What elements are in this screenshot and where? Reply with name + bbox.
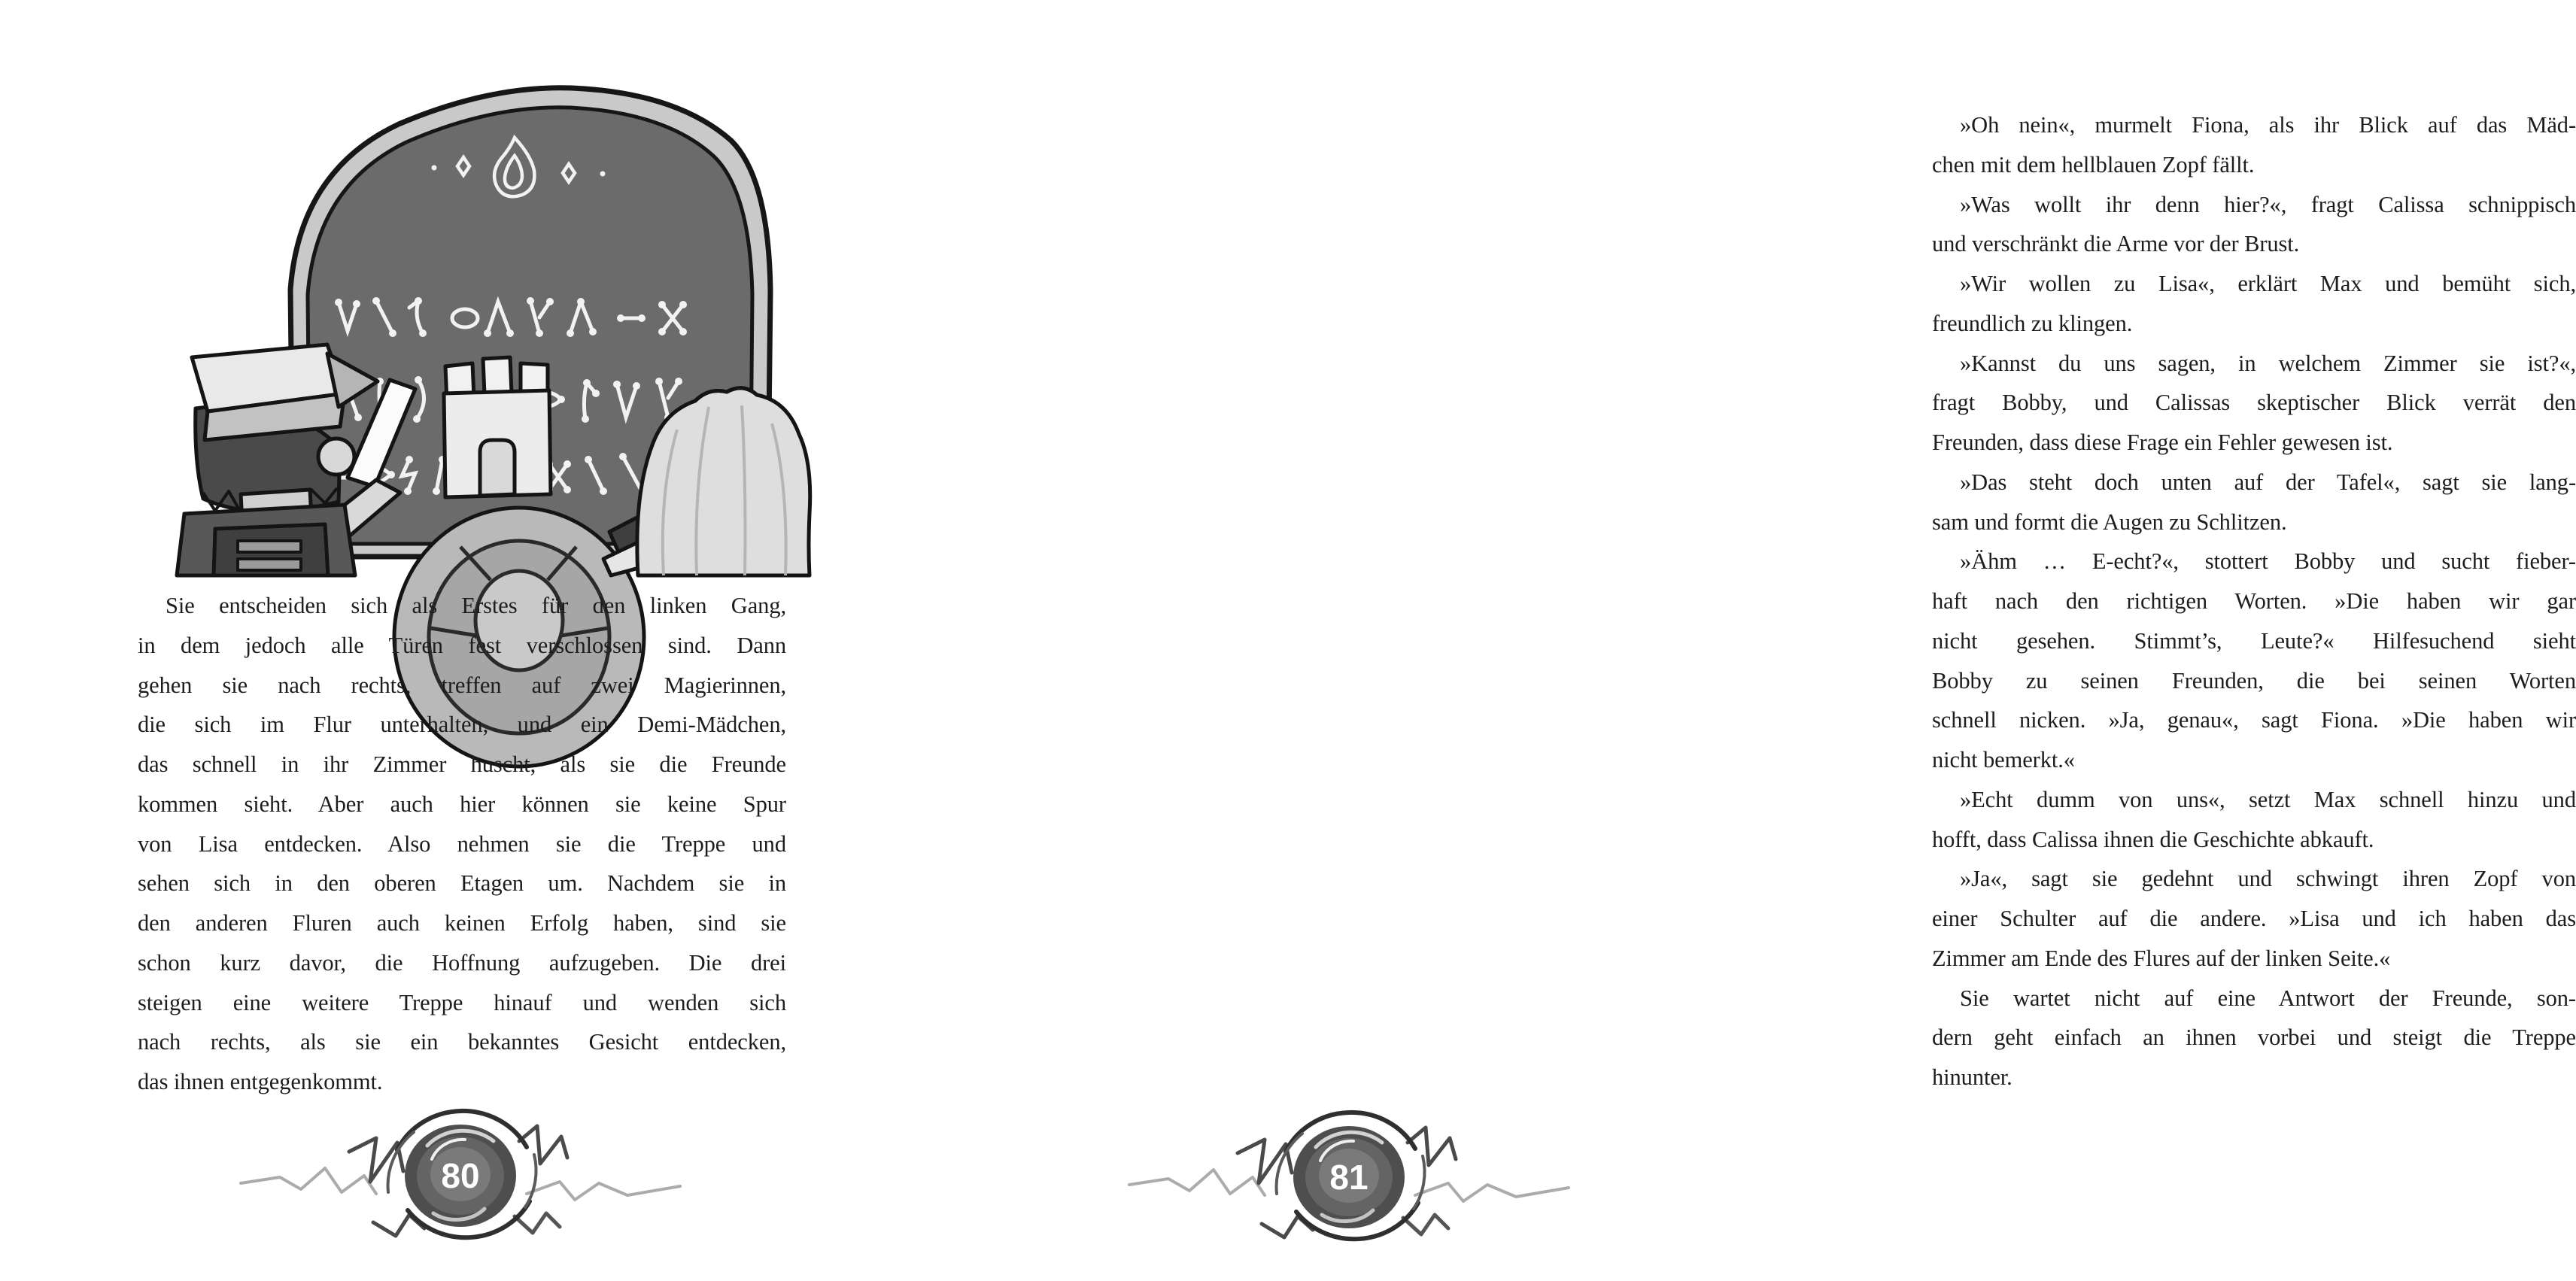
orb — [388, 1111, 536, 1237]
text-line: steigen eine weitere Treppe hinauf und wenden sich — [138, 989, 786, 1015]
text-line: »Oh nein«, murmelt Fiona, als ihr Blick auf das Mäd- — [1960, 112, 2576, 138]
text-line: Sie entscheiden sich als Erstes für den linken Gang, — [166, 593, 786, 618]
text-line: nicht bemerkt.« — [1932, 747, 2075, 773]
text-line: Freunden, dass diese Frage ein Fehler gewesen ist. — [1932, 430, 2393, 455]
portal-orb-graphic — [235, 1109, 686, 1245]
text-line: »Das steht doch unten auf der Tafel«, sagt sie lang- — [1960, 469, 2576, 495]
page-number: 80 — [441, 1156, 480, 1195]
page-number: 81 — [1329, 1158, 1368, 1197]
text-line: gehen sie nach rechts, treffen auf zwei Magierinnen, — [138, 672, 786, 698]
portal-orb-graphic — [1123, 1111, 1575, 1246]
text-line: freundlich zu klingen. — [1932, 310, 2133, 336]
text-line: das schnell in ihr Zimmer huscht, als sie die Freunde — [138, 751, 786, 777]
text-line: nach rechts, als sie ein bekanntes Gesicht entdecken, — [138, 1029, 786, 1055]
text-line: in dem jedoch alle Türen fest verschlossen sind. Dann — [138, 632, 786, 658]
text-line: sehen sich in den oberen Etagen um. Nachdem sie in — [138, 870, 786, 897]
page-number-badge-right — [1123, 1111, 1575, 1246]
orb — [1277, 1113, 1425, 1239]
text-line: »Kannst du uns sagen, in welchem Zimmer sie ist?«, — [1960, 350, 2576, 376]
zigzag-right — [515, 1126, 680, 1233]
text-line: »Wir wollen zu Lisa«, erklärt Max und bemüht sich, — [1960, 271, 2576, 296]
right-page-text — [1932, 105, 2576, 1097]
text-line: chen mit dem hellblauen Zopf fällt. — [1932, 151, 2255, 178]
text-line: die sich im Flur unterhalten, und ein Demi-Mädchen, — [138, 712, 786, 738]
text-line: fragt Bobby, und Calissas skeptischer Blick verrät den — [1932, 390, 2576, 416]
text-line: Zimmer am Ende des Flures auf der linken Seite.« — [1932, 945, 2391, 971]
zigzag-right — [1403, 1128, 1569, 1234]
text-line: haft nach den richtigen Worten. »Die haben wir gar — [1932, 588, 2576, 614]
text-line: hofft, dass Calissa ihnen die Geschichte abkauft. — [1932, 826, 2374, 852]
text-line: hinunter. — [1932, 1064, 2012, 1090]
left-page-text — [138, 586, 786, 1102]
text-line: Sie wartet nicht auf eine Antwort der Freunde, son- — [1960, 985, 2576, 1011]
text-line: einer Schulter auf die andere. »Lisa und ich haben das — [1932, 906, 2576, 931]
text-line: nicht gesehen. Stimmt’s, Leute?« Hilfesuchend sieht — [1932, 627, 2576, 654]
text-line: von Lisa entdecken. Also nehmen sie die Treppe und — [138, 830, 786, 857]
text-line: und verschränkt die Arme vor der Brust. — [1932, 231, 2300, 257]
page-left — [0, 0, 903, 1281]
text-line: das ihnen entgegenkommt. — [138, 1069, 383, 1094]
text-line: den anderen Fluren auch keinen Erfolg haben, sind sie — [138, 910, 786, 936]
text-line: »Ähm … E-echt?«, stottert Bobby und sucht fieber- — [1960, 548, 2576, 575]
text-line: sam und formt die Augen zu Schlitzen. — [1932, 508, 2287, 535]
page-number-badge-left — [235, 1109, 686, 1245]
chalkboard-illustration — [150, 41, 828, 575]
text-line: kommen sieht. Aber auch hier können sie keine Spur — [138, 791, 786, 817]
text-line: schon kurz davor, die Hoffnung aufzugeben. Die drei — [138, 949, 786, 976]
text-line: dern geht einfach an ihnen vorbei und steigt die Treppe — [1932, 1024, 2576, 1051]
text-line: schnell nicken. »Ja, genau«, sagt Fiona. »Die haben wir — [1932, 707, 2576, 733]
page-right — [903, 0, 2576, 1281]
text-line: »Echt dumm von uns«, setzt Max schnell hinzu und — [1960, 786, 2576, 812]
text-line: Bobby zu seinen Freunden, die bei seinen Worten — [1932, 667, 2576, 694]
text-line: »Was wollt ihr denn hier?«, fragt Calissa schnippisch — [1960, 191, 2576, 217]
text-line: »Ja«, sagt sie gedehnt und schwingt ihren Zopf von — [1960, 866, 2576, 892]
